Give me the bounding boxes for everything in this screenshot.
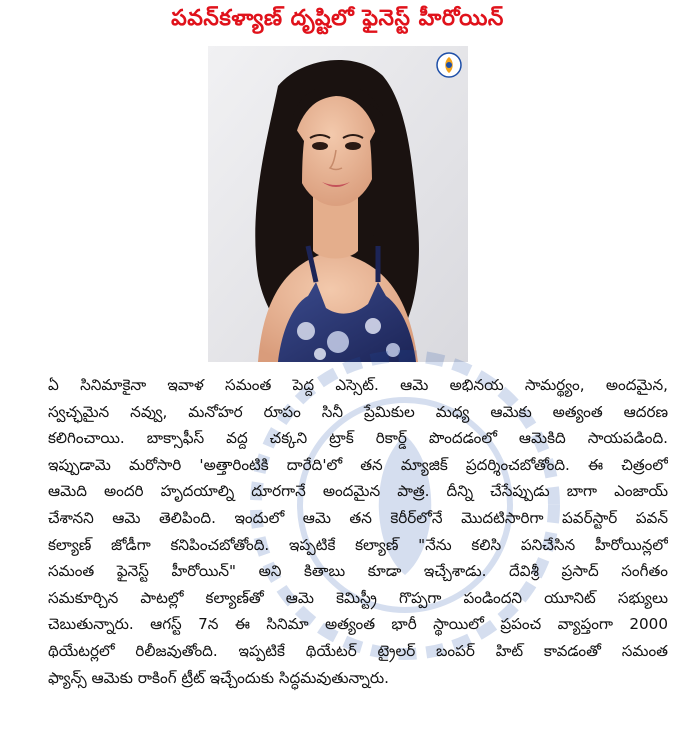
- site-logo-icon: [436, 52, 462, 78]
- article-line: కలిగించాయి. బాక్సాఫీస్ వద్ద చక్కని ట్రాక్ రికార్డ్ పొందడంలో ఆమెకిది సాయపడింది.: [48, 429, 668, 448]
- article-line: కల్యాణ్ జోడీగా కనిపించబోతోంది. ఇప్పటికే కల్యాణ్ "నేను కలిసి పనిచేసిన హీరోయిన్లలో: [48, 535, 668, 554]
- article-line: ఫ్యాన్స్ ఆమెకు రాకింగ్ ట్రీట్ ఇచ్చేందుకు సిద్ధమవుతున్నారు.: [48, 668, 389, 687]
- article-body: [48, 372, 668, 691]
- article-line: చేశానని ఆమె తెలిపింది. ఇందులో ఆమె తన కెరీర్‌లోనే మొదటిసారిగా పవర్‌స్టార్ పవన్: [48, 508, 668, 527]
- article-line: ఇప్పుడామె మరోసారి 'అత్తారింటికి దారేది'లో తన మ్యాజిక్ ప్రదర్శించబోతోంది. ఈ చిత్రంలో: [48, 455, 668, 474]
- article-line: సమకూర్చిన పాటల్లో కల్యాణ్‌తో ఆమె కెమిస్ట్రీ గొప్పగా పండిందని యూనిట్ సభ్యులు: [48, 588, 668, 607]
- page-title: పవన్‌కళ్యాణ్ దృష్టిలో ఫైనెస్ట్ హీరోయిన్: [171, 6, 504, 31]
- actress-photo: [208, 46, 468, 362]
- article-line: థియేటర్లలో రిలీజవుతోంది. ఇప్పటికే థియేటర్ ట్రైలర్ బంపర్ హిట్ కావడంతో సమంత: [48, 641, 668, 660]
- article-line: చెబుతున్నారు. ఆగస్ట్ 7న ఈ సినిమా అత్యంత భారీ స్థాయిలో ప్రపంచ వ్యాప్తంగా 2000: [48, 615, 668, 634]
- article-line: ఏ సినిమాకైనా ఇవాళ సమంత పెద్ద ఎస్సెట్. ఆమె అభినయ సామర్థ్యం, అందమైన,: [48, 376, 668, 394]
- portrait-illustration: [208, 46, 468, 362]
- article-line: సమంత ఫైనెస్ట్ హీరోయిన్" అని కితాబు కూడా ఇచ్చేశాడు. దేవిశ్రీ ప్రసాద్ సంగీతం: [48, 562, 668, 581]
- article-line: ఆమెది అందరి హృదయాల్ని దూరగానే అందమైన పాత్ర. దీన్ని చేసేప్పుడు బాగా ఎంజాయ్: [48, 482, 668, 501]
- article-line: స్వచ్ఛమైన నవ్వు, మనోహర రూపం సినీ ప్రేమికుల మధ్య ఆమెకు అత్యంత ఆదరణ: [48, 402, 668, 421]
